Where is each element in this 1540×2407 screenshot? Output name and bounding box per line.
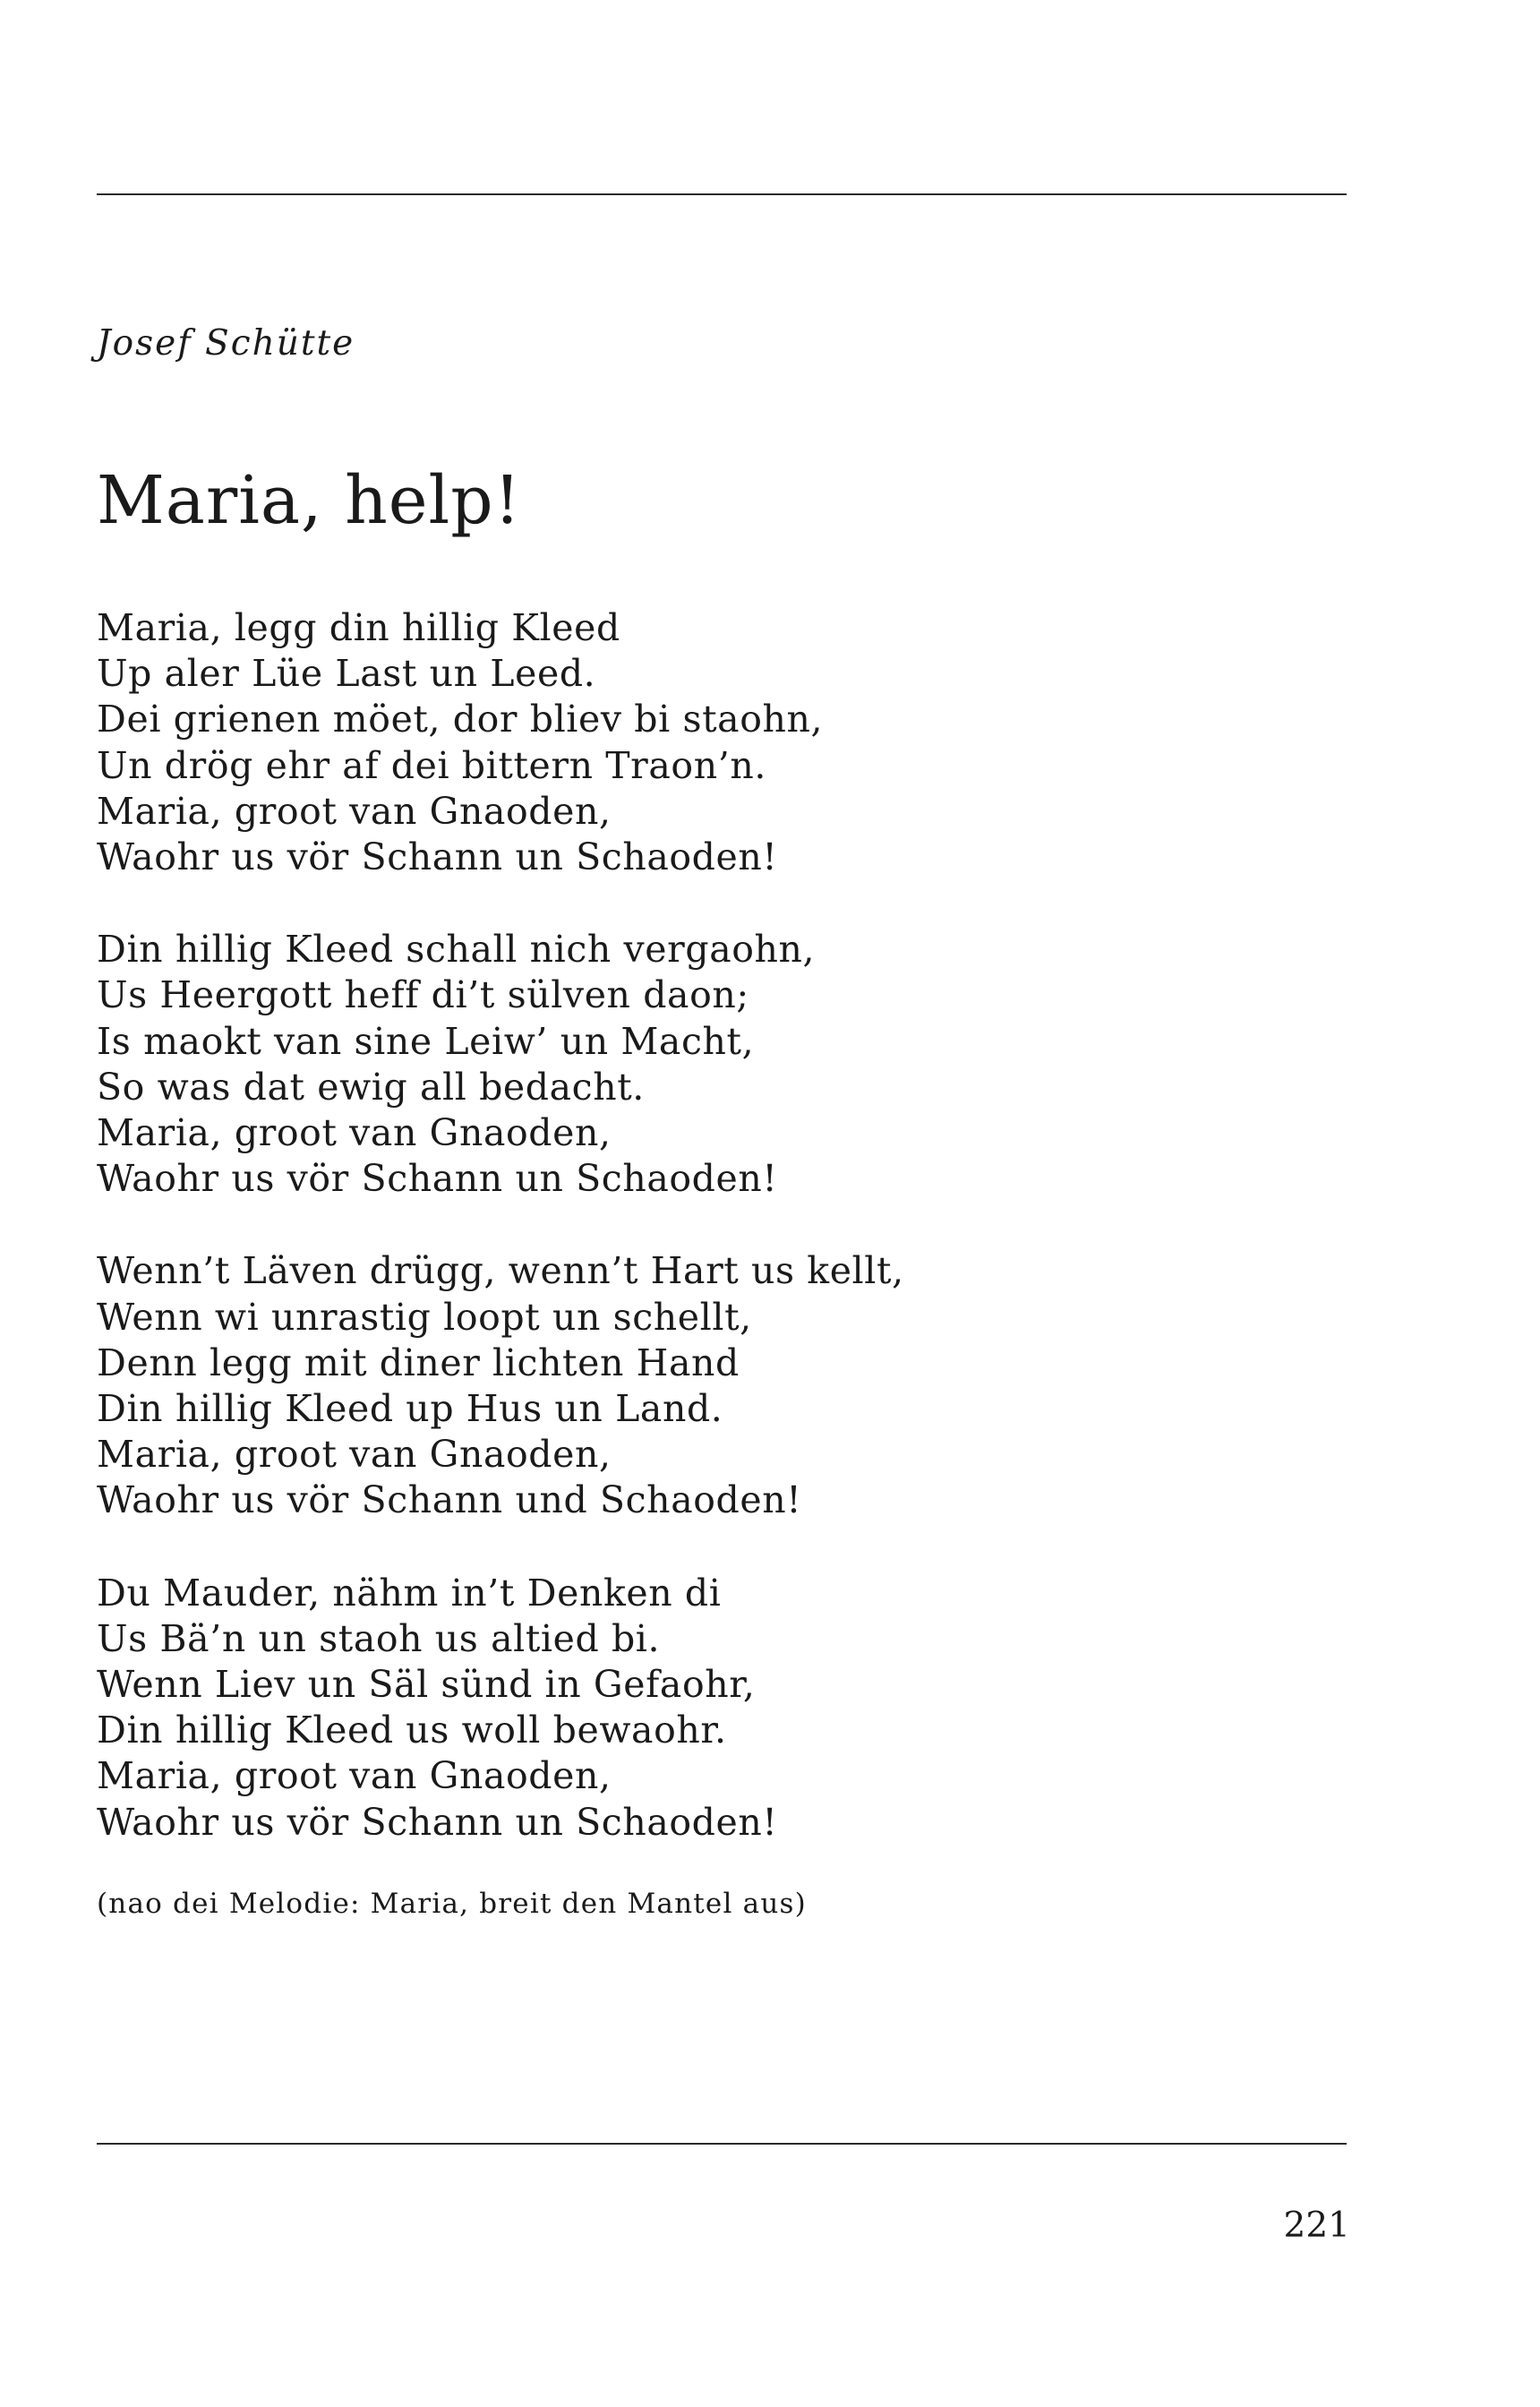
poem-title: Maria, help! bbox=[97, 462, 522, 539]
poem-line: Up aler Lüe Last un Leed. bbox=[97, 652, 596, 696]
poem-body bbox=[97, 605, 1261, 1892]
refrain-line: Maria, groot van Gnaoden, bbox=[97, 1433, 612, 1477]
refrain-line: Maria, groot van Gnaoden, bbox=[97, 789, 612, 833]
poem-line: Maria, legg din hillig Kleed bbox=[97, 606, 620, 649]
stanza-2 bbox=[97, 927, 1261, 1202]
poem-line: Din hillig Kleed up Hus un Land. bbox=[97, 1387, 723, 1431]
stanza-1 bbox=[97, 605, 1261, 880]
poem-line: Us Bä’n un staoh us altied bi. bbox=[97, 1616, 661, 1660]
refrain-line: Waohr us vör Schann un Schaoden! bbox=[97, 1157, 778, 1201]
poem-line: Un drög ehr af dei bittern Traon’n. bbox=[97, 743, 766, 787]
poem-line: Dei grienen möet, dor bliev bi staohn, bbox=[97, 698, 824, 741]
bottom-rule bbox=[97, 2143, 1347, 2145]
melody-note: (nao dei Melodie: Maria, breit den Mantel aus) bbox=[97, 1888, 807, 1920]
top-rule bbox=[97, 193, 1347, 195]
page-number: 221 bbox=[1283, 2206, 1350, 2246]
stanza-3 bbox=[97, 1248, 1261, 1523]
poem-line: Du Mauder, nähm in’t Denken di bbox=[97, 1571, 722, 1615]
refrain-line: Waohr us vör Schann un Schaoden! bbox=[97, 1800, 778, 1844]
poem-line: Din hillig Kleed schall nich vergaohn, bbox=[97, 928, 816, 972]
refrain-line: Waohr us vör Schann und Schaoden! bbox=[97, 1478, 802, 1522]
refrain-line: Maria, groot van Gnaoden, bbox=[97, 1111, 612, 1155]
refrain-line: Maria, groot van Gnaoden, bbox=[97, 1754, 612, 1798]
poem-line: Wenn wi unrastig loopt un schellt, bbox=[97, 1295, 752, 1339]
poem-line: Wenn Liev un Säl sünd in Gefaohr, bbox=[97, 1663, 756, 1707]
poem-line: So was dat ewig all bedacht. bbox=[97, 1065, 645, 1109]
poem-line: Wenn’t Läven drügg, wenn’t Hart us kellt, bbox=[97, 1249, 904, 1293]
author-name: Josef Schütte bbox=[97, 323, 355, 364]
refrain-line: Waohr us vör Schann un Schaoden! bbox=[97, 835, 778, 879]
poem-line: Din hillig Kleed us woll bewaohr. bbox=[97, 1709, 727, 1752]
poem-line: Is maokt van sine Leiw’ un Macht, bbox=[97, 1019, 755, 1063]
stanza-4 bbox=[97, 1571, 1261, 1846]
poem-line: Us Heergott heff di’t sülven daon; bbox=[97, 973, 749, 1017]
poem-line: Denn legg mit diner lichten Hand bbox=[97, 1341, 740, 1384]
